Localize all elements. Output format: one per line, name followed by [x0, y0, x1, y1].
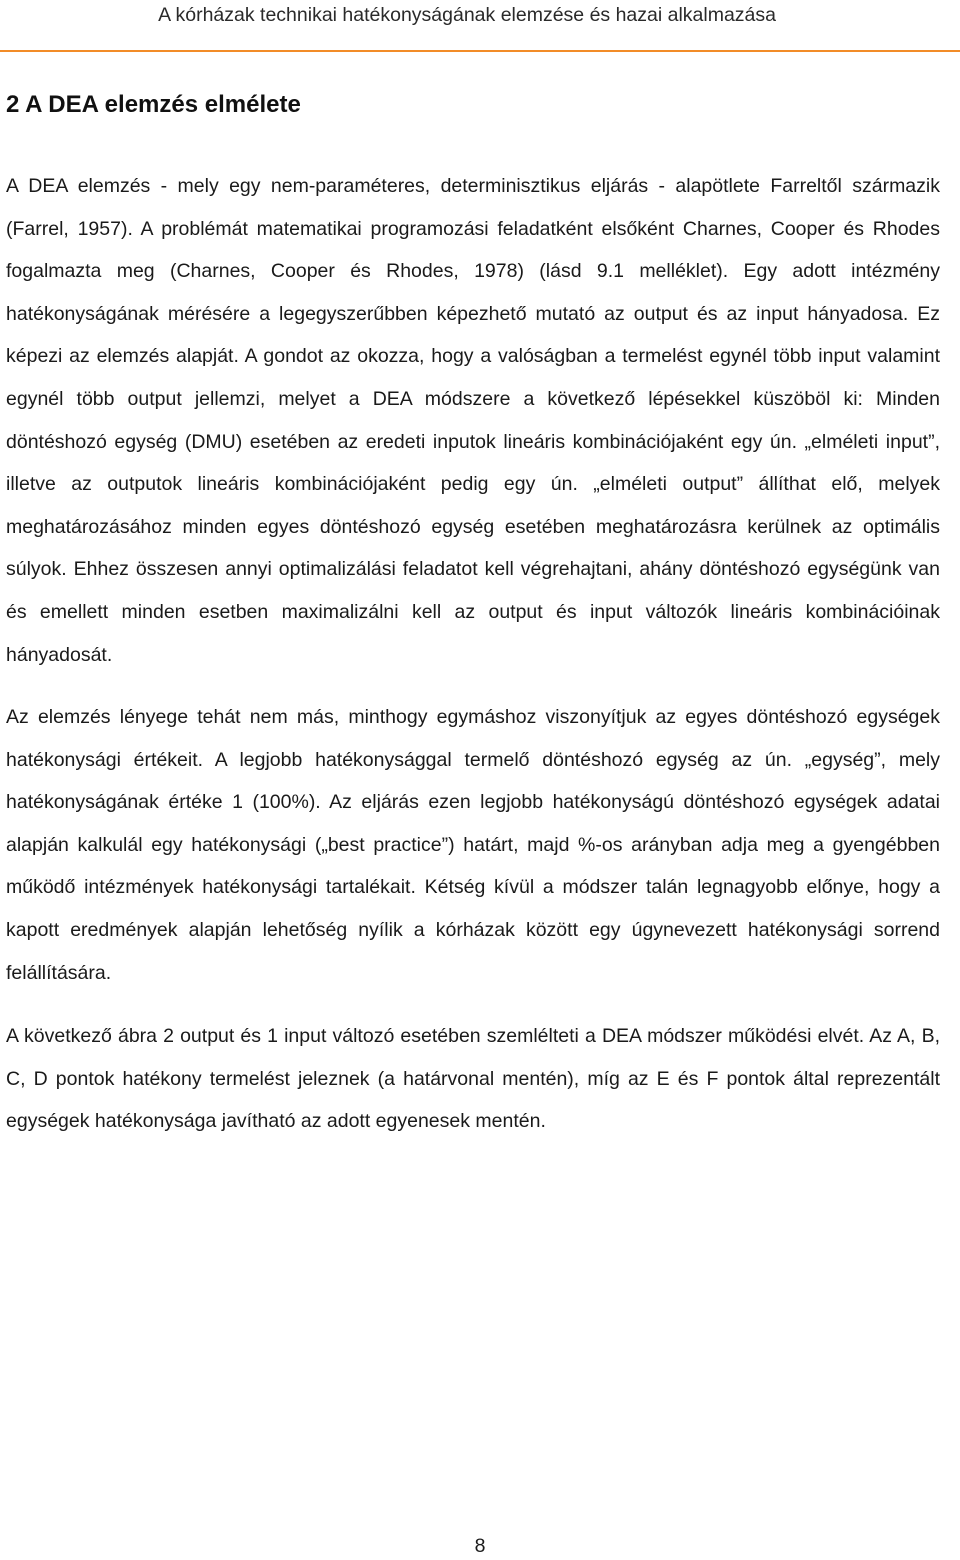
body-paragraph-1: A DEA elemzés - mely egy nem-paraméteres, determinisztikus eljárás - alapötlete Farreltől származik (Farrel, 1957). A problémát matematikai programozási feladatként elsőként Charnes, Cooper és Rhodes fogalmazta meg (Charnes, Cooper és Rhodes, 1978) (lásd 9.1 melléklet). Egy adott intézmény hatékonyságának mérésére a legegyszerűbben képezhető mutató az output és az input hányadosa. Ez képezi az elemzés alapját. A gondot az okozza, hogy a valóságban a termelést egynél több input valamint egynél több output jellemzi, melyet a DEA módszere a következő lépésekkel küszöböl ki: Minden döntéshozó egység (DMU) esetében az eredeti inputok lineáris kombinációjaként egy ún. „elméleti input”, illetve az outputok lineáris kombinációjaként pedig egy ún. „elméleti output” állíthat elő, melyek meghatározásához minden egyes döntéshozó egység esetében meghatározásra kerülnek az optimális súlyok. Ehhez összesen annyi optimalizálási feladatot kell végrehajtani, ahány döntéshozó egységünk van és emellett minden esetben maximalizálni kell az output és input változók lineáris kombinációinak hányadosát. [6, 175, 940, 666]
running-header: A kórházak technikai hatékonyságának elemzése és hazai alkalmazása [0, 0, 960, 52]
body-paragraph-3: A következő ábra 2 output és 1 input változó esetében szemlélteti a DEA módszer működési elvét. Az A, B, C, D pontok hatékony termelést jeleznek (a határvonal mentén), míg az E és F pontok által reprezentált egységek hatékonysága javítható az adott egyenesek mentén. [6, 1025, 940, 1133]
body-paragraph-2: Az elemzés lényege tehát nem más, minthogy egymáshoz viszonyítjuk az egyes döntéshozó egységek hatékonysági értékeit. A legjobb hatékonysággal termelő döntéshozó egység az ún. „egység”, mely hatékonyságának értéke 1 (100%). Az eljárás ezen legjobb hatékonyságú döntéshozó egységek adatai alapján kalkulál egy hatékonysági („best practice”) határt, majd %-os arányban adja meg a gyengébben működő intézmények hatékonysági tartalékait. Kétség kívül a módszer talán legnagyobb előnye, hogy a kapott eredmények alapján lehetőség nyílik a kórházak között egy úgynevezett hatékonysági sorrend felállítására. [6, 706, 940, 984]
page-number: 8 [474, 1535, 486, 1557]
section-heading: 2 A DEA elemzés elmélete [6, 91, 301, 118]
